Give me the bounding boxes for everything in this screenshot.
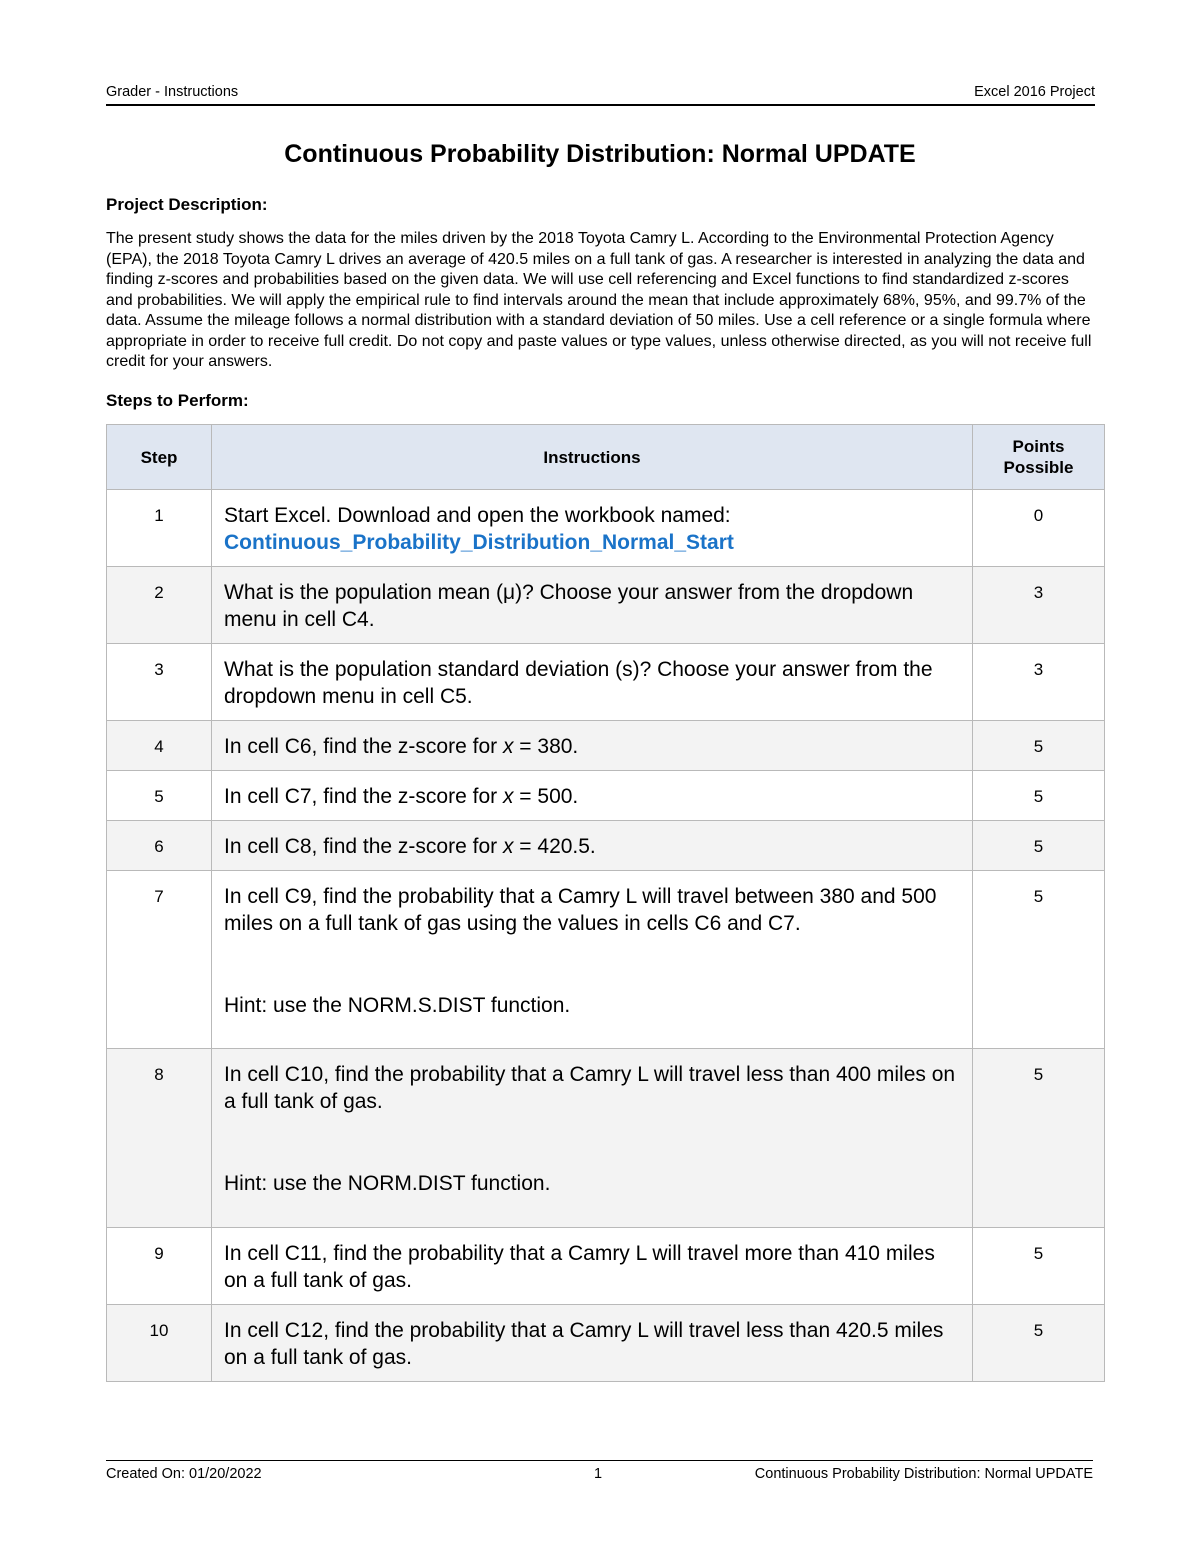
- step-number: 1: [107, 490, 212, 567]
- step-instruction: What is the population mean (μ)? Choose your answer from the dropdown menu in cell C4.: [212, 567, 973, 644]
- table-row: [107, 871, 1105, 1049]
- step-number: 8: [107, 1049, 212, 1228]
- step-number: 6: [107, 821, 212, 871]
- variable-x: x: [502, 835, 514, 858]
- points-value: 5: [973, 1228, 1105, 1305]
- points-value: 5: [973, 1049, 1105, 1228]
- step-instruction: In cell C12, find the probability that a Camry L will travel less than 420.5 miles on a full tank of gas.: [212, 1305, 973, 1382]
- instruction-text: = 380.: [513, 735, 579, 758]
- points-value: 5: [973, 821, 1105, 871]
- step-instruction: [212, 871, 973, 1049]
- table-row: [107, 821, 1105, 871]
- step-instruction: [212, 490, 973, 567]
- step-number: 7: [107, 871, 212, 1049]
- table-row: [107, 1305, 1105, 1382]
- step-number: 9: [107, 1228, 212, 1305]
- table-header-row: [107, 425, 1105, 490]
- column-header-points: [973, 425, 1105, 490]
- points-value: 5: [973, 771, 1105, 821]
- footer-created-date: Created On: 01/20/2022: [106, 1466, 262, 1482]
- table-row: [107, 1228, 1105, 1305]
- step-number: 10: [107, 1305, 212, 1382]
- workbook-name: Continuous_Probability_Distribution_Normal_Start: [224, 531, 734, 554]
- step-number: 3: [107, 644, 212, 721]
- points-value: 3: [973, 567, 1105, 644]
- table-row: [107, 721, 1105, 771]
- instruction-text: In cell C8, find the z-score for: [224, 835, 503, 858]
- instruction-text: = 420.5.: [513, 835, 596, 858]
- instruction-text: In cell C10, find the probability that a Camry L will travel less than 400 miles on a full tank of gas.: [224, 1063, 956, 1113]
- hint-text: Hint: use the NORM.DIST function.: [224, 1172, 551, 1195]
- hint-text: Hint: use the NORM.S.DIST function.: [224, 994, 571, 1017]
- step-instruction: [212, 771, 973, 821]
- project-description-text: The present study shows the data for the miles driven by the 2018 Toyota Camry L. According to the Environmental Protection Agency (EPA), the 2018 Toyota Camry L drives an average of 420.5 miles on a full tank of gas. A researcher is interested in analyzing the data and finding z-scores and probabilities based on the given data. We will use cell referencing and Excel functions to find standardized z-scores and probabilities. We will apply the empirical rule to find intervals around the mean that include approximately 68%, 95%, and 99.7% of the data. Assume the mileage follows a normal distribution with a standard deviation of 50 miles. Use a cell reference or a single formula where appropriate in order to receive full credit. Do not copy and paste values or type values, unless otherwise directed, as you will not receive full credit for your answers.: [106, 230, 1092, 370]
- header-left-text: Grader - Instructions: [106, 84, 239, 100]
- step-number: 2: [107, 567, 212, 644]
- step-instruction: In cell C11, find the probability that a Camry L will travel more than 410 miles on a full tank of gas.: [212, 1228, 973, 1305]
- header-right-text: Excel 2016 Project: [974, 84, 1095, 100]
- step-instruction: [212, 821, 973, 871]
- variable-x: x: [502, 785, 514, 808]
- variable-x: x: [502, 735, 514, 758]
- page-header: [106, 84, 1095, 106]
- points-value: 5: [973, 1305, 1105, 1382]
- instruction-text: In cell C6, find the z-score for: [224, 735, 503, 758]
- instruction-text: In cell C7, find the z-score for: [224, 785, 503, 808]
- instruction-text: = 500.: [513, 785, 579, 808]
- column-header-instructions: Instructions: [212, 425, 973, 490]
- points-value: 5: [973, 871, 1105, 1049]
- table-row: [107, 771, 1105, 821]
- steps-label: Steps to Perform:: [106, 391, 249, 410]
- footer-document-title: Continuous Probability Distribution: Normal UPDATE: [754, 1466, 1093, 1482]
- instruction-text: In cell C9, find the probability that a Camry L will travel between 380 and 500 miles on a full tank of gas using the values in cells C6 and C7.: [224, 885, 937, 935]
- page-footer: [106, 1460, 1093, 1485]
- table-row: [107, 1049, 1105, 1228]
- footer-page-number: 1: [594, 1466, 603, 1482]
- points-value: 0: [973, 490, 1105, 567]
- table-row: [107, 490, 1105, 567]
- project-description-label: Project Description:: [106, 195, 268, 214]
- step-number: 5: [107, 771, 212, 821]
- step-instruction: What is the population standard deviation (s)? Choose your answer from the dropdown menu in cell C5.: [212, 644, 973, 721]
- steps-table: [106, 424, 1105, 1382]
- document-title: Continuous Probability Distribution: Normal UPDATE: [284, 140, 916, 168]
- points-header-label: Points Possible: [1003, 437, 1074, 477]
- column-header-step: Step: [107, 425, 212, 490]
- table-row: [107, 644, 1105, 721]
- points-value: 3: [973, 644, 1105, 721]
- step-instruction: [212, 721, 973, 771]
- points-value: 5: [973, 721, 1105, 771]
- table-row: [107, 567, 1105, 644]
- step-number: 4: [107, 721, 212, 771]
- instruction-text: Start Excel. Download and open the workbook named:: [224, 504, 731, 527]
- step-instruction: [212, 1049, 973, 1228]
